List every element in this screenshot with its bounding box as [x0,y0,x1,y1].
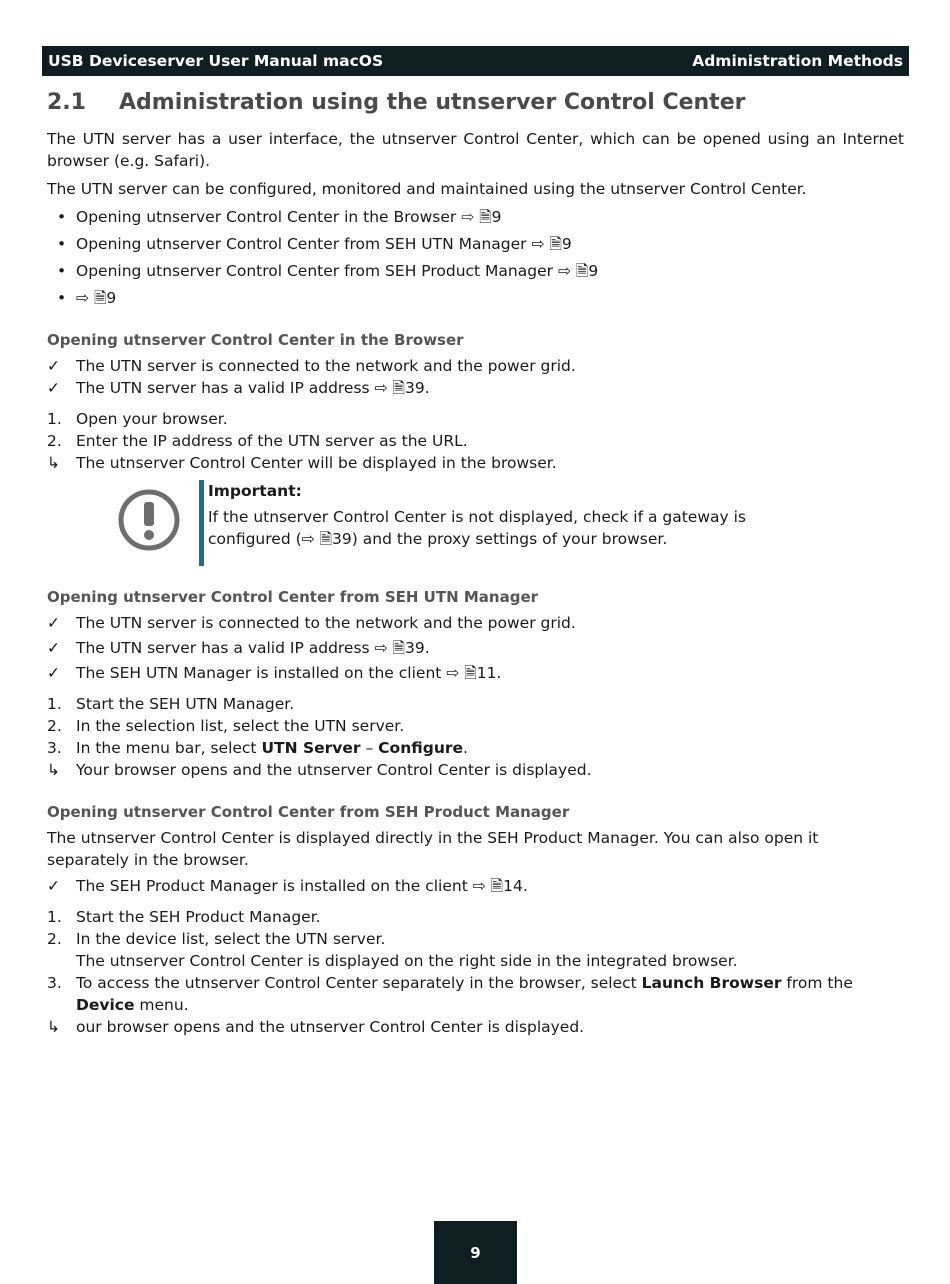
cross-reference-link[interactable]: Opening utnserver Control Center in the Browser ⇨ 🗎9 [76,208,502,226]
cross-reference-link[interactable]: Opening utnserver Control Center from SEH Product Manager ⇨ 🗎9 [76,262,599,280]
requirement-item: ✓ The SEH UTN Manager is installed on the client ⇨ 🗎11. [47,664,502,682]
requirement-item: ✓ The SEH Product Manager is installed on the client ⇨ 🗎14. [47,877,528,895]
page-ref: 9 [491,208,502,226]
section-title-text: Administration using the utnserver Control Center [119,90,746,115]
note-title: Important: [208,482,302,500]
cross-reference-link[interactable]: ⇨ 🗎11. [446,664,502,682]
page-ref: 9 [106,289,117,307]
result-item: ↳ The utnserver Control Center will be displayed in the browser. [47,454,557,472]
list-item [47,206,904,228]
step-number: 3. [47,739,62,757]
result-arrow-icon: ↳ [47,1018,60,1036]
page-icon: 🗎 [490,877,504,895]
step-item: 2. In the device list, select the UTN server. The utnserver Control Center is displayed on the right side in the integrated browser. [47,930,738,970]
product-manager-intro: The utnserver Control Center is displayed directly in the SEH Product Manager. You can also open it separately in the browser. [47,829,819,869]
result-item: ↳ our browser opens and the utnserver Control Center is displayed. [47,1018,585,1036]
page-icon: 🗎 [549,235,562,253]
header-chapter-title: Administration Methods [692,52,903,70]
step-item: 2. Enter the IP address of the UTN server as the URL. [47,432,468,450]
subheading-browser: Opening utnserver Control Center in the Browser [47,331,464,349]
header-manual-title: USB Deviceserver User Manual macOS [48,52,384,70]
step-number: 2. [47,930,62,948]
list-item [47,260,904,282]
check-icon: ✓ [47,357,60,375]
page-icon: 🗎 [464,664,477,682]
menu-path-utn-server: UTN Server [261,739,361,757]
step-item: 3. In the menu bar, select UTN Server – Configure. [47,739,468,757]
section-title [47,88,904,118]
arrow-icon: ⇨ [301,530,315,548]
list-item [47,233,904,255]
page-content [47,88,904,1038]
page-icon: 🗎 [319,530,333,548]
check-icon: ✓ [47,664,60,682]
bullet-marker: • [57,208,67,226]
check-icon: ✓ [47,877,60,895]
result-arrow-icon: ↳ [47,454,60,472]
arrow-icon: ⇨ [374,379,388,397]
cross-reference-link[interactable]: ⇨ 🗎39 [301,530,352,548]
check-icon: ✓ [47,614,60,632]
result-item: ↳ Your browser opens and the utnserver Control Center is displayed. [47,761,592,779]
requirement-item: ✓ The UTN server has a valid IP address ⇨ 🗎39. [47,379,430,397]
section-link-list [47,206,904,309]
page-icon: 🗎 [479,208,492,226]
check-icon: ✓ [47,639,60,657]
step-item: 3. To access the utnserver Control Center separately in the browser, select Launch Browser from the Device menu. [47,974,853,1014]
cross-reference-link[interactable]: Opening utnserver Control Center from SEH UTN Manager ⇨ 🗎9 [76,235,572,253]
arrow-icon: ⇨ [557,262,571,280]
important-note [47,480,904,572]
exclamation-icon [117,488,181,552]
page-icon: 🗎 [392,379,405,397]
step-item: 2. In the selection list, select the UTN server. [47,717,405,735]
page-icon: 🗎 [93,289,107,307]
menu-path-configure: Configure [378,739,464,757]
arrow-icon: ⇨ [76,289,89,307]
check-icon: ✓ [47,379,60,397]
bullet-marker: • [57,262,67,280]
step-item: 1. Start the SEH UTN Manager. [47,695,295,713]
arrow-icon: ⇨ [374,639,388,657]
arrow-icon: ⇨ [472,877,486,895]
page-icon: 🗎 [392,639,405,657]
step-number: 1. [47,410,62,428]
step-number: 3. [47,974,62,992]
page-ref: 9 [588,262,599,280]
requirement-item: ✓ The UTN server is connected to the network and the power grid. [47,614,576,632]
step-number: 1. [47,695,62,713]
intro-paragraph-1: The UTN server has a user interface, the utnserver Control Center, which can be opened using an Internet browser (e.g. Safari). [47,130,904,170]
cross-reference-link[interactable]: ⇨ 🗎39. [374,639,430,657]
arrow-icon: ⇨ [461,208,475,226]
menu-device: Device [76,996,135,1014]
note-text: Important: If the utnserver Control Center is not displayed, check if a gateway is configured (⇨ 🗎39) and the proxy settings of your browser. [208,480,808,550]
menu-item-launch-browser: Launch Browser [641,974,782,992]
arrow-icon: ⇨ [446,664,460,682]
requirement-item: ✓ The UTN server is connected to the network and the power grid. [47,357,576,375]
step-item: 1. Start the SEH Product Manager. [47,908,321,926]
step-number: 1. [47,908,62,926]
page-icon: 🗎 [575,262,589,280]
note-accent-bar [199,480,204,566]
subheading-product-manager: Opening utnserver Control Center from SEH Product Manager [47,803,570,821]
result-arrow-icon: ↳ [47,761,60,779]
section-number: 2.1 [47,90,86,115]
cross-reference-link[interactable]: ⇨ 🗎14. [472,877,528,895]
cross-reference-link[interactable] [76,289,116,307]
page-number: 9 [434,1221,517,1284]
running-header [42,46,909,76]
bullet-marker: • [57,235,67,253]
step-number: 2. [47,432,62,450]
step-number: 2. [47,717,62,735]
list-item [47,287,904,309]
page-ref: 9 [561,235,572,253]
intro-paragraph-2: The UTN server can be configured, monitored and maintained using the utnserver Control Center. [47,180,807,198]
bullet-marker: • [57,289,67,307]
arrow-icon: ⇨ [531,235,545,253]
cross-reference-link[interactable]: ⇨ 🗎39. [374,379,430,397]
step-item: 1. Open your browser. [47,410,228,428]
subheading-utn-manager: Opening utnserver Control Center from SEH UTN Manager [47,588,539,606]
requirement-item: ✓ The UTN server has a valid IP address ⇨ 🗎39. [47,639,430,657]
